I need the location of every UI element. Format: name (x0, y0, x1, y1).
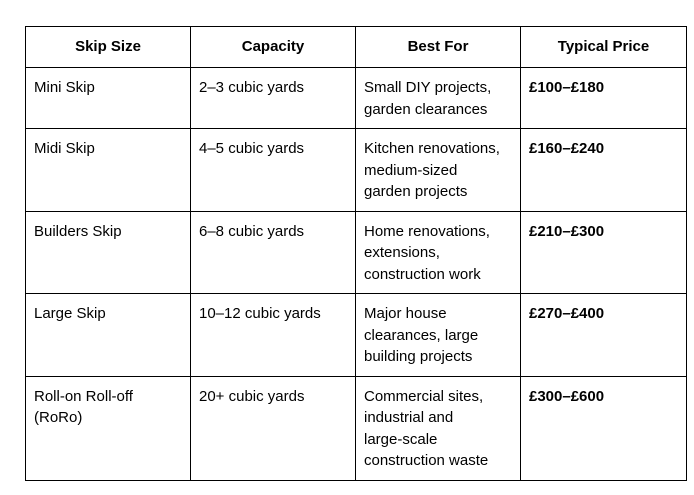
cell-skip-size: Mini Skip (26, 68, 191, 129)
cell-best-for: Home renovations, extensions, construction work (356, 211, 521, 294)
cell-skip-size: Large Skip (26, 294, 191, 377)
cell-best-for: Major house clearances, large building projects (356, 294, 521, 377)
cell-price: £300–£600 (521, 376, 687, 480)
cell-price: £210–£300 (521, 211, 687, 294)
cell-price: £270–£400 (521, 294, 687, 377)
table-header-row (26, 27, 687, 68)
cell-best-for: Kitchen renovations, medium-sized garden projects (356, 129, 521, 212)
cell-price: £160–£240 (521, 129, 687, 212)
header-typical-price: Typical Price (521, 27, 687, 68)
table-row (26, 68, 687, 129)
cell-price: £100–£180 (521, 68, 687, 129)
cell-skip-size: Roll-on Roll-off (RoRo) (26, 376, 191, 480)
header-capacity: Capacity (191, 27, 356, 68)
cell-capacity: 10–12 cubic yards (191, 294, 356, 377)
skip-size-table (25, 26, 687, 481)
cell-capacity: 6–8 cubic yards (191, 211, 356, 294)
table-row (26, 129, 687, 212)
table-row (26, 211, 687, 294)
cell-capacity: 4–5 cubic yards (191, 129, 356, 212)
table-row (26, 376, 687, 480)
cell-capacity: 20+ cubic yards (191, 376, 356, 480)
header-best-for: Best For (356, 27, 521, 68)
cell-skip-size: Builders Skip (26, 211, 191, 294)
cell-capacity: 2–3 cubic yards (191, 68, 356, 129)
table-row (26, 294, 687, 377)
header-skip-size: Skip Size (26, 27, 191, 68)
cell-best-for: Small DIY projects, garden clearances (356, 68, 521, 129)
cell-skip-size: Midi Skip (26, 129, 191, 212)
cell-best-for: Commercial sites, industrial and large-scale construction waste (356, 376, 521, 480)
